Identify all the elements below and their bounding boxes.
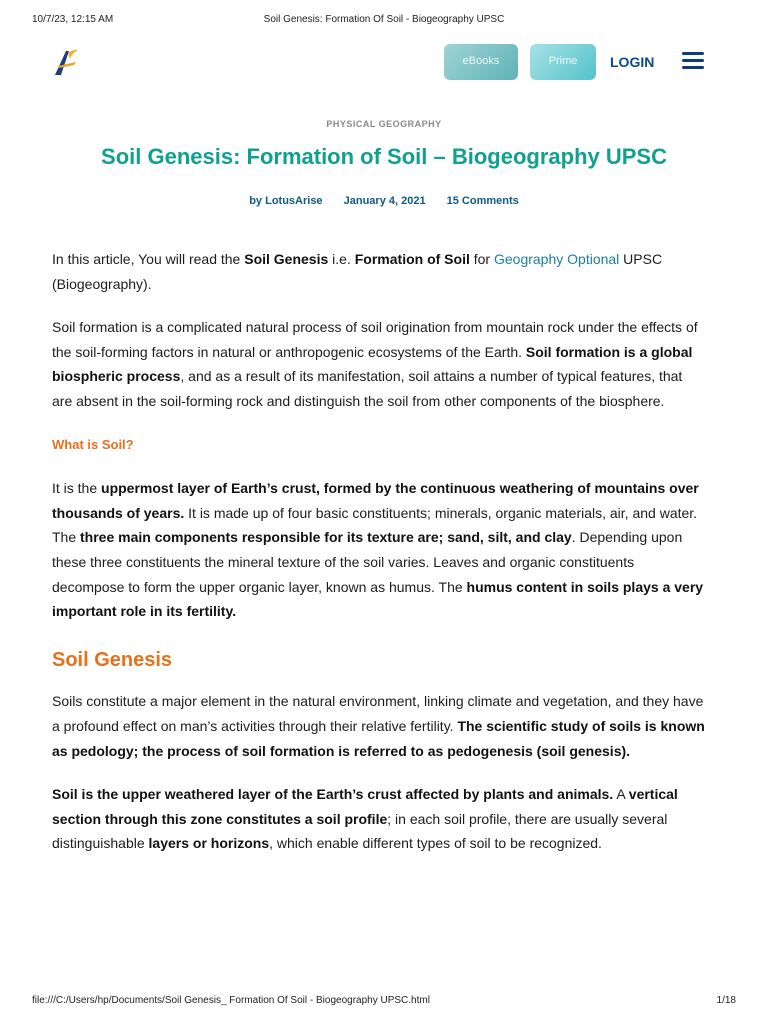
post-meta xyxy=(0,195,768,207)
paragraph-soil-profile: Soil is the upper weathered layer of the Earth’s crust affected by plants and animals. A vertical section through this zone constitutes a soil profile; in each soil profile, there are usually several distinguishable layers or horizons, which enable different types of soil to be recognized. xyxy=(52,786,678,852)
heading-soil-genesis: Soil Genesis xyxy=(52,648,173,671)
print-doc-title: Soil Genesis: Formation Of Soil - Biogeography UPSC xyxy=(263,14,505,25)
lotusarise-logo-icon[interactable] xyxy=(52,47,80,77)
paragraph-what-is-soil: It is the uppermost layer of Earth’s crust, formed by the continuous weathering of mountains over thousands of years. It is made up of four basic constituents; minerals, organic materials, air, and water. The three main components responsible for its texture are; sand, silt, and clay. Depending upon these three constituents the mineral texture of the soil varies. Leaves and organic constituents decompose to form the upper organic layer, known as humus. The humus content in soils plays a very important role in its fertility. xyxy=(52,480,704,620)
page-title: Soil Genesis: Formation of Soil – Biogeography UPSC xyxy=(101,144,667,169)
print-page-number: 1/18 xyxy=(716,995,736,1006)
heading-what-is-soil: What is Soil? xyxy=(52,436,134,452)
post-category[interactable]: PHYSICAL GEOGRAPHY xyxy=(326,119,442,129)
paragraph-soil-formation: Soil formation is a complicated natural process of soil origination from mountain rock under the effects of the soil-forming factors in natural or anthropogenic ecosystems of the Earth. Soil formation is a global biospheric process, and as a result of its manifestation, soil attains a number of typical features, that are absent in the soil-forming rock and distinguish the soil from other components of the biosphere. xyxy=(52,319,698,409)
geography-optional-link[interactable]: Geography Optional xyxy=(493,251,620,267)
article-content xyxy=(52,247,706,856)
prime-button[interactable]: Prime xyxy=(530,44,596,80)
hamburger-menu-icon[interactable] xyxy=(682,52,704,72)
ebooks-button[interactable]: eBooks xyxy=(444,44,518,80)
print-datetime: 10/7/23, 12:15 AM xyxy=(32,14,114,25)
print-file-path: file:///C:/Users/hp/Documents/Soil Genesis_ Formation Of Soil - Biogeography UPSC.html xyxy=(32,995,430,1006)
post-author[interactable]: by LotusArise xyxy=(249,195,323,207)
post-date[interactable]: January 4, 2021 xyxy=(343,195,426,207)
site-header xyxy=(52,44,708,80)
login-link[interactable]: LOGIN xyxy=(610,54,655,70)
paragraph-intro: In this article, You will read the Soil Genesis i.e. Formation of Soil for Geography Optional UPSC (Biogeography). xyxy=(52,251,663,292)
paragraph-soil-genesis: Soils constitute a major element in the natural environment, linking climate and vegetation, and they have a profound effect on man’s activities through their relative fertility. The scientific study of soils is known as pedology; the process of soil formation is referred to as pedogenesis (soil genesis). xyxy=(52,693,705,759)
post-comments[interactable]: 15 Comments xyxy=(446,195,519,207)
